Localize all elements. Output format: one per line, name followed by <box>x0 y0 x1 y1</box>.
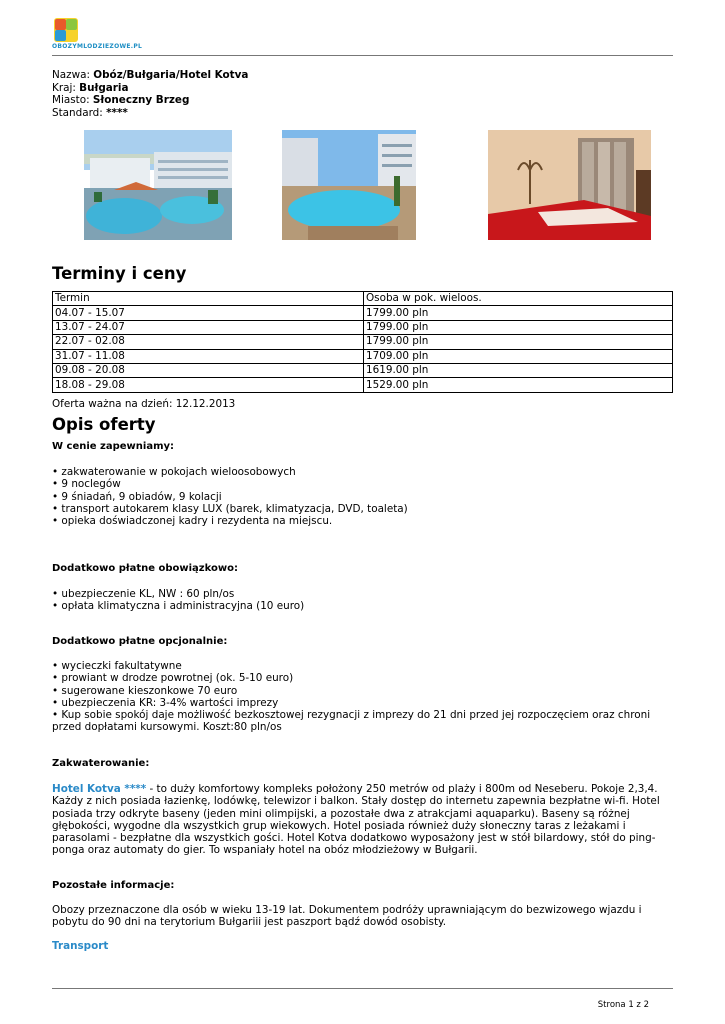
page-number: Strona 1 z 2 <box>597 1000 649 1010</box>
column-header-term: Termin <box>53 292 364 306</box>
table-row <box>53 349 673 363</box>
prices-heading: Terminy i ceny <box>52 264 187 283</box>
table-header-row <box>53 292 673 306</box>
footer-divider <box>52 988 673 989</box>
header-divider <box>52 55 673 56</box>
mandatory-list <box>52 588 674 613</box>
included-title: W cenie zapewniamy: <box>52 441 175 452</box>
other-info-title: Pozostałe informacje: <box>52 880 175 891</box>
accommodation-description: - to duży komfortowy kompleks położony 250 metrów od plaży i 800m od Neseberu. Pokoje 2,3,4. Każdy z nich posiada łazienkę, lodówkę, telewizor i balkon. Stały dostęp do internetu zapewnia bezpłatne wi-fi. Hotel posiada trzy odkryte baseny (jeden mini olimpijski, a pozostałe dwa z atrakcjami aquaparku). Baseny są różnej głębokości, wygodne dla wszystkich grup wiekowych. Hotel posiada również duży słoneczny taras z leżakami i parasolami - bezpłatne dla wszystkich gości. Hotel Kotva dodatkowo wyposażony jest w stół bilardowy, stół do ping-ponga oraz automaty do gier. To wspaniały hotel na obóz młodzieżowy w Bułgarii. <box>52 783 660 857</box>
transport-link[interactable]: Transport <box>52 940 109 952</box>
term-cell: 09.08 - 20.08 <box>53 363 364 377</box>
list-item: • 9 śniadań, 9 obiadów, 9 kolacji <box>52 490 222 503</box>
list-item: • 9 noclegów <box>52 478 121 491</box>
optional-title: Dodatkowo płatne opcjonalnie: <box>52 636 228 647</box>
term-cell: 18.08 - 29.08 <box>53 378 364 392</box>
price-cell: 1799.00 pln <box>364 335 673 349</box>
meta-standard: Standard: **** <box>52 106 128 119</box>
list-item: • ubezpieczenia KR: 3-4% wartości imprezy <box>52 696 279 709</box>
list-item: • opieka doświadczonej kadry i rezydenta na miejscu. <box>52 515 333 528</box>
accommodation-text <box>52 783 674 857</box>
price-cell: 1619.00 pln <box>364 363 673 377</box>
table-row <box>53 363 673 377</box>
price-cell: 1529.00 pln <box>364 378 673 392</box>
logo-text: OBOZYMLODZIEZOWE.PL <box>52 43 143 50</box>
meta-city: Miasto: Słoneczny Brzeg <box>52 94 190 106</box>
column-header-price: Osoba w pok. wieloos. <box>364 292 673 306</box>
site-logo <box>52 18 142 48</box>
term-cell: 04.07 - 15.07 <box>53 306 364 320</box>
offer-meta <box>52 69 248 119</box>
mandatory-title: Dodatkowo płatne obowiązkowo: <box>52 563 238 574</box>
offer-heading: Opis oferty <box>52 415 156 434</box>
list-item: • transport autokarem klasy LUX (barek, klimatyzacja, DVD, toaleta) <box>52 502 408 515</box>
list-item: • prowiant w drodze powrotnej (ok. 5-10 euro) <box>52 672 294 685</box>
list-item: • sugerowane kieszonkowe 70 euro <box>52 684 238 697</box>
list-item: • Kup sobie spokój daje możliwość bezkosztowej rezygnacji z imprezy do 21 dni przed jej rozpoczęciem oraz chroni przed dopłatami kursowymi. Koszt:80 pln/os <box>52 709 651 734</box>
list-item: • wycieczki fakultatywne <box>52 660 182 672</box>
term-cell: 22.07 - 02.08 <box>53 335 364 349</box>
transport-section <box>52 940 674 952</box>
term-cell: 31.07 - 11.08 <box>53 349 364 363</box>
logo-mark-icon <box>54 18 78 42</box>
hotel-pool-aerial-photo <box>84 130 232 240</box>
list-item: • zakwaterowanie w pokojach wieloosobowych <box>52 466 296 478</box>
table-row <box>53 306 673 320</box>
prices-table <box>52 291 673 393</box>
offer-valid-note: Oferta ważna na dzień: 12.12.2013 <box>52 398 236 410</box>
hotel-pool-photo <box>282 130 416 240</box>
other-info-text: Obozy przeznaczone dla osób w wieku 13-19 lat. Dokumentem podróży uprawniającym do bezwizowego wjazdu i pobytu do 90 dni na terytorium Bułgariii jest paszport bądź dowód osobisty. <box>52 904 642 929</box>
list-item: • ubezpieczenie KL, NW : 60 pln/os <box>52 588 235 600</box>
price-cell: 1799.00 pln <box>364 320 673 334</box>
table-row <box>53 378 673 392</box>
meta-name: Nazwa: Obóz/Bułgaria/Hotel Kotva <box>52 69 249 81</box>
term-cell: 13.07 - 24.07 <box>53 320 364 334</box>
accommodation-title: Zakwaterowanie: <box>52 758 150 769</box>
hotel-room-photo <box>488 130 651 240</box>
table-row <box>53 320 673 334</box>
meta-country: Kraj: Bułgaria <box>52 81 129 94</box>
list-item: • opłata klimatyczna i administracyjna (10 euro) <box>52 600 305 613</box>
included-list <box>52 466 674 527</box>
hotel-link[interactable]: Hotel Kotva **** <box>52 783 147 795</box>
table-row <box>53 335 673 349</box>
price-cell: 1799.00 pln <box>364 306 673 320</box>
optional-list <box>52 660 674 734</box>
price-cell: 1709.00 pln <box>364 349 673 363</box>
